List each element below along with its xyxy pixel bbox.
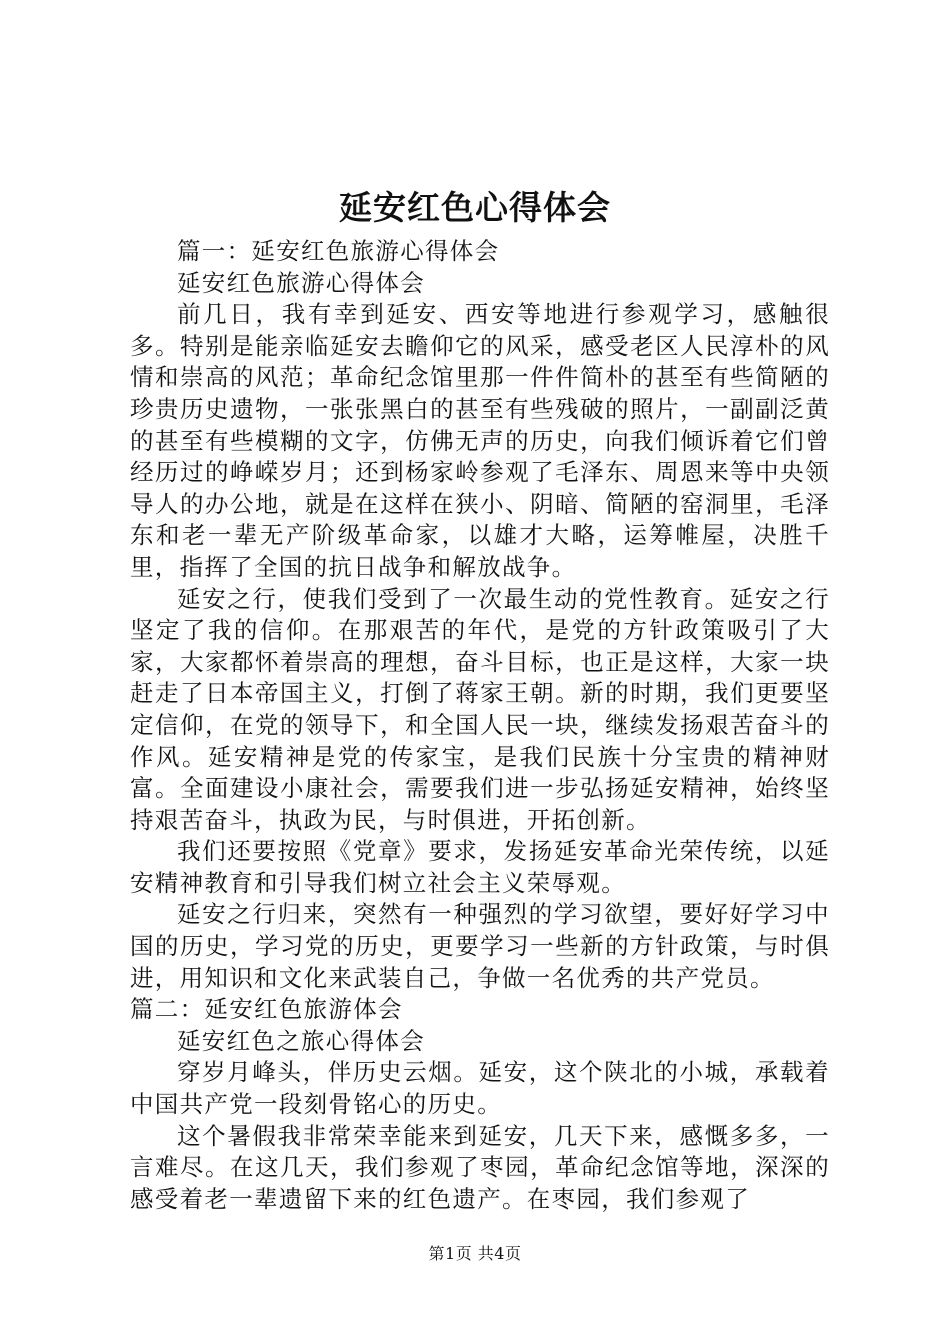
section-subtitle-one: 延安红色旅游心得体会 <box>177 268 425 297</box>
section-heading-two: 篇二：延安红色旅游体会 <box>130 995 403 1024</box>
paragraph: 延安之行，使我们受到了一次最生动的党性教育。延安之行坚定了我的信仰。在那艰苦的年代，是党的方针政策吸引了大家，大家都怀着崇高的理想，奋斗目标，也正是这样，大家一块赶走了日本帝国主义，打倒了蒋家王朝。新的时期，我们更要坚定信仰，在党的领导下，和全国人民一块，继续发扬艰苦奋斗的作风。延安精神是党的传家宝，是我们民族十分宝贵的精神财富。全面建设小康社会，需要我们进一步弘扬延安精神，始终坚持艰苦奋斗，执政为民，与时俱进，开拓创新。 <box>130 584 830 834</box>
paragraph: 我们还要按照《党章》要求，发扬延安革命光荣传统，以延安精神教育和引导我们树立社会主义荣辱观。 <box>130 837 830 897</box>
page-footer: 第1页 共4页 <box>428 1244 522 1263</box>
section-subtitle-two: 延安红色之旅心得体会 <box>177 1026 425 1055</box>
section-heading-one: 篇一：延安红色旅游心得体会 <box>177 237 500 265</box>
paragraph: 穿岁月峰头，伴历史云烟。延安，这个陕北的小城，承载着中国共产党一段刻骨铭心的历史。 <box>130 1058 830 1119</box>
document-title: 延安红色心得体会 <box>339 188 611 227</box>
paragraph: 这个暑假我非常荣幸能来到延安，几天下来，感慨多多，一言难尽。在这几天，我们参观了枣园，革命纪念馆等地，深深的感受着老一辈遗留下来的红色遗产。在枣园，我们参观了 <box>130 1121 830 1213</box>
paragraph: 延安之行归来，突然有一种强烈的学习欲望，要好好学习中国的历史，学习党的历史，更要学习一些新的方针政策，与时俱进，用知识和文化来武装自己，争做一名优秀的共产党员。 <box>130 900 830 992</box>
document-body <box>130 236 830 1215</box>
paragraph: 前几日，我有幸到延安、西安等地进行参观学习，感触很多。特别是能亲临延安去瞻仰它的风采，感受老区人民淳朴的风情和崇高的风范；革命纪念馆里那一件件简朴的甚至有些简陋的珍贵历史遗物，一张张黑白的甚至有些残破的照片，一副副泛黄的甚至有些模糊的文字，仿佛无声的历史，向我们倾诉着它们曾经历过的峥嵘岁月；还到杨家岭参观了毛泽东、周恩来等中央领导人的办公地，就是在这样在狭小、阴暗、简陋的窑洞里，毛泽东和老一辈无产阶级革命家，以雄才大略，运筹帷屋，决胜千里，指挥了全国的抗日战争和解放战争。 <box>130 300 830 581</box>
